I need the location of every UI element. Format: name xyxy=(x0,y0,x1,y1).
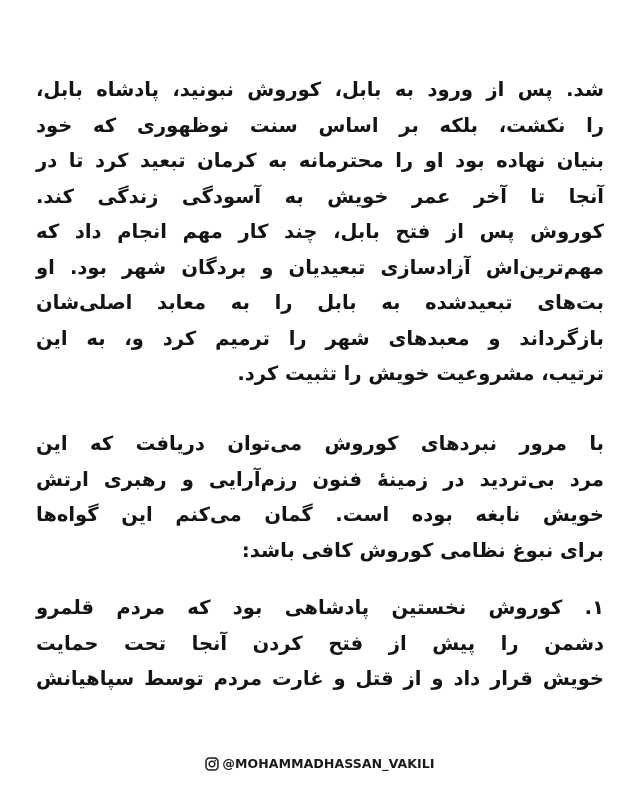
instagram-handle[interactable]: @MOHAMMADHASSAN_VAKILI xyxy=(222,755,435,771)
text-line: آنجا تا آخر عمر خویش به آسودگی زندگی کند. xyxy=(36,184,604,208)
paragraph-1 xyxy=(36,72,604,392)
text-line: کوروش پس از فتح بابل، چند کار مهم انجام داد که xyxy=(36,220,604,243)
paragraph-3 xyxy=(36,590,604,697)
text-line: بازگرداند و معبدهای شهر را ترمیم کرد و، به این xyxy=(36,326,604,350)
text-line: با مرور نبردهای کوروش می‌توان دریافت که این xyxy=(36,432,604,455)
text-line: مرد بی‌تردید در زمینهٔ فنون رزم‌آرایی و رهبری ارتش xyxy=(36,467,604,491)
text-line: ترتیب، مشروعیت خویش را تثبیت کرد. xyxy=(237,362,604,385)
text-line: بت‌های تبعیدشده به بابل را به معابد اصلی‌شان xyxy=(36,291,604,314)
text-line: خویش نابغه بوده است. گمان می‌کنم این گواه‌ها xyxy=(36,503,604,526)
paragraph-2 xyxy=(36,426,604,568)
footer-credit xyxy=(0,752,640,774)
text-line: خویش قرار داد و از قتل و غارت مردم توسط سپاهیانش xyxy=(36,667,604,690)
text-line: ۱. کوروش نخستین پادشاهی بود که مردم قلمرو xyxy=(36,596,604,619)
text-line: را نکشت، بلکه بر اساس سنت نوظهوری که خود xyxy=(36,113,604,137)
instagram-icon xyxy=(205,756,219,770)
text-line: بنیان نهاده بود او را محترمانه به کرمان تبعید کرد تا در xyxy=(36,149,604,172)
text-line: مهم‌ترین‌اش آزادسازی تبعیدیان و بردگان شهر بود. او xyxy=(36,255,604,279)
text-line: دشمن را پیش از فتح کردن آنجا تحت حمایت xyxy=(36,631,604,655)
text-line: شد. پس از ورود به بابل، کوروش نبونید، پادشاه بابل، xyxy=(36,78,604,101)
text-line: برای نبوغ نظامی کوروش کافی باشد: xyxy=(241,538,604,562)
